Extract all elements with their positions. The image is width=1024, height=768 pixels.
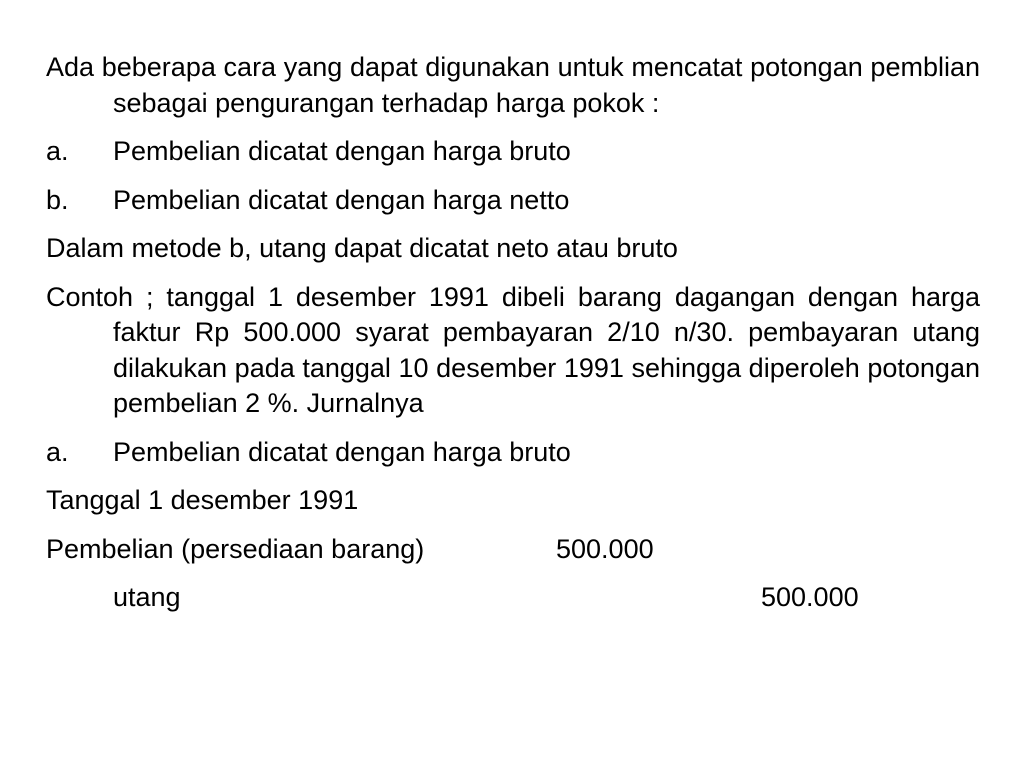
method-b-item — [46, 183, 980, 219]
method-a-text: Pembelian dicatat dengan harga bruto — [113, 136, 571, 166]
credit-amount: 500.000 — [761, 582, 859, 612]
journal-debit-row — [46, 532, 980, 568]
journal-date: Tanggal 1 desember 1991 — [46, 485, 359, 515]
method-b-note: Dalam metode b, utang dapat dicatat neto atau bruto — [46, 233, 678, 263]
method-a-item — [46, 134, 980, 170]
method-a-marker: a. — [46, 136, 69, 166]
debit-amount: 500.000 — [556, 533, 654, 564]
credit-account: utang — [113, 582, 181, 612]
example-paragraph: Contoh ; tanggal 1 desember 1991 dibeli barang dagangan dengan harga faktur Rp 500.000 syarat pembayaran 2/10 n/30. pembayaran utang dilakukan pada tanggal 10 desember 1991 sehingga diperoleh potongan pembelian 2 %. Jurnalnya — [46, 281, 980, 418]
method-b-marker: b. — [46, 184, 69, 215]
journal-credit-row — [46, 580, 980, 616]
method-b-text: Pembelian dicatat dengan harga netto — [113, 184, 570, 215]
example-method-text: Pembelian dicatat dengan harga bruto — [113, 436, 571, 467]
example-method-marker: a. — [46, 436, 69, 467]
intro-paragraph: Ada beberapa cara yang dapat digunakan untuk mencatat potongan pemblian sebagai pengurangan terhadap harga pokok : — [46, 52, 980, 118]
example-method-item — [46, 435, 980, 471]
slide-content — [46, 50, 980, 629]
debit-account: Pembelian (persediaan barang) — [46, 533, 425, 564]
